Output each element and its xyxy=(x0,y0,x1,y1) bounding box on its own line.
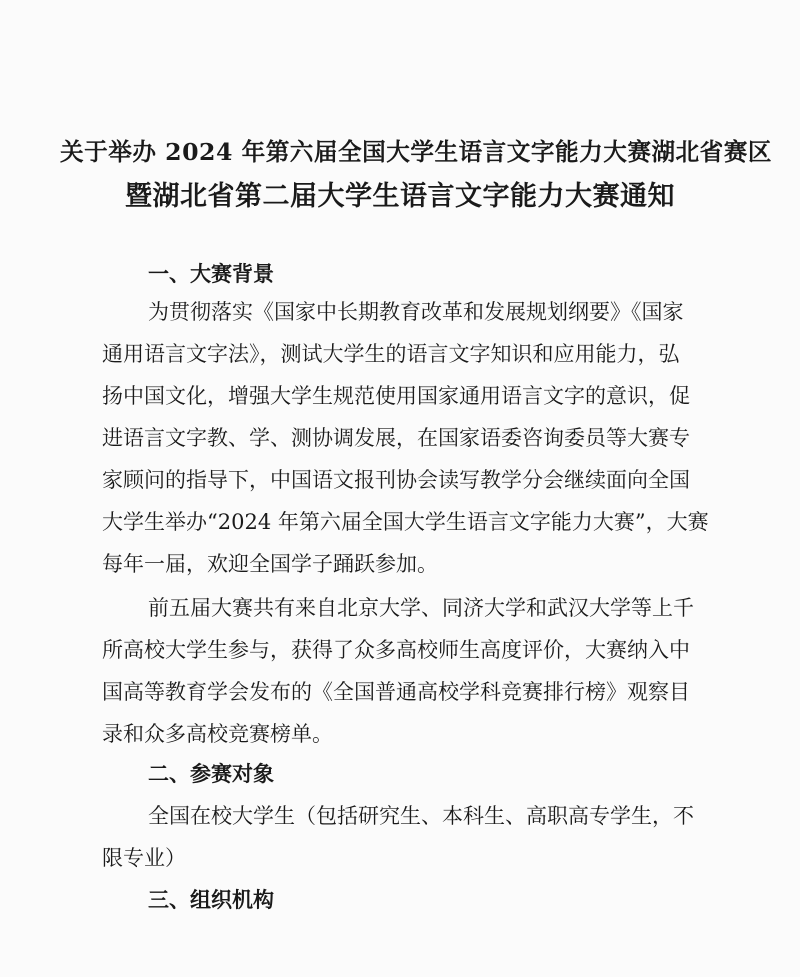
paragraph-line: 限专业） xyxy=(102,846,186,870)
paragraph-line: 全国在校大学生（包括研究生、本科生、高职高专学生，不 xyxy=(148,804,694,828)
document-title-line1: 关于举办 2024 年第六届全国大学生语言文字能力大赛湖北省赛区 xyxy=(60,138,772,166)
paragraph-line: 每年一届，欢迎全国学子踊跃参加。 xyxy=(102,552,438,576)
section-heading-organization: 三、组织机构 xyxy=(148,888,274,912)
paragraph-line: 前五届大赛共有来自北京大学、同济大学和武汉大学等上千 xyxy=(148,596,694,620)
section-heading-background: 一、大赛背景 xyxy=(148,262,274,286)
paragraph-line: 扬中国文化，增强大学生规范使用国家通用语言文字的意识，促 xyxy=(102,384,690,408)
paragraph-line: 进语言文字教、学、测协调发展，在国家语委咨询委员等大赛专 xyxy=(102,426,690,450)
paragraph-line: 为贯彻落实《国家中长期教育改革和发展规划纲要》《国家 xyxy=(148,300,684,324)
paragraph-line: 国高等教育学会发布的《全国普通高校学科竞赛排行榜》观察目 xyxy=(102,680,690,704)
paragraph-line: 录和众多高校竞赛榜单。 xyxy=(102,722,333,746)
paragraph-line: 通用语言文字法》，测试大学生的语言文字知识和应用能力，弘 xyxy=(102,342,680,366)
paragraph-line: 家顾问的指导下，中国语文报刊协会读写教学分会继续面向全国 xyxy=(102,468,690,492)
document-title-line2: 暨湖北省第二届大学生语言文字能力大赛通知 xyxy=(125,181,675,212)
section-heading-participants: 二、参赛对象 xyxy=(148,762,274,786)
paragraph-line: 大学生举办“2024 年第六届全国大学生语言文字能力大赛”，大赛 xyxy=(102,510,709,534)
paragraph-line: 所高校大学生参与，获得了众多高校师生高度评价，大赛纳入中 xyxy=(102,638,690,662)
